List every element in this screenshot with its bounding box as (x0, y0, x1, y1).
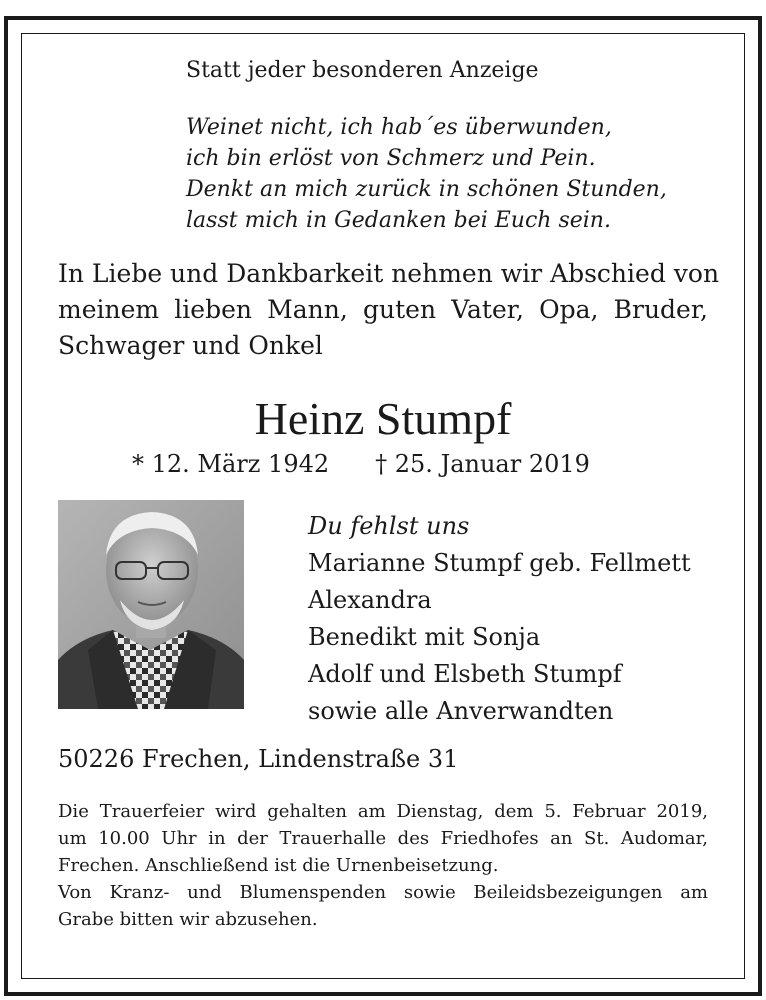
poem-line: lasst mich in Gedanken bei Euch sein. (186, 208, 611, 233)
death-date: † 25. Januar 2019 (375, 450, 590, 478)
mourner-name: Adolf und Elsbeth Stumpf (308, 660, 622, 688)
life-dates (132, 450, 590, 478)
mourners-lead: Du fehlst uns (308, 512, 470, 540)
funeral-notice (58, 798, 708, 933)
deceased-name: Heinz Stumpf (254, 393, 512, 444)
mourner-name: Benedikt mit Sonja (308, 623, 541, 651)
mourner-name: Alexandra (308, 586, 432, 614)
portrait-photo (58, 500, 244, 709)
notice-line: Frechen. Anschließend ist die Urnenbeisetzung. (58, 855, 499, 876)
farewell-line: Schwager und Onkel (58, 331, 323, 360)
poem-line: Denkt an mich zurück in schönen Stunden, (186, 177, 667, 202)
family-address: 50226 Frechen, Lindenstraße 31 (58, 745, 459, 773)
farewell-line: meinem lieben Mann, guten Vater, Opa, Bruder, (58, 295, 708, 324)
notice-line: Grabe bitten wir abzusehen. (58, 909, 318, 930)
notice-line: Von Kranz- und Blumenspenden sowie Beileidsbezeigungen am (58, 882, 708, 903)
birth-date: * 12. März 1942 (132, 450, 330, 478)
poem-line: ich bin erlöst von Schmerz und Pein. (186, 146, 596, 171)
poem (186, 112, 667, 236)
notice-line: Die Trauerfeier wird gehalten am Dienstag, dem 5. Februar 2019, (58, 801, 708, 822)
farewell-line: In Liebe und Dankbarkeit nehmen wir Abschied von (58, 259, 720, 288)
mourners-list (308, 508, 691, 730)
notice-line: um 10.00 Uhr in der Trauerhalle des Friedhofes an St. Audomar, (58, 828, 708, 849)
farewell-text (58, 256, 720, 364)
notice-heading: Statt jeder besonderen Anzeige (186, 58, 539, 83)
mourner-name: Marianne Stumpf geb. Fellmett (308, 549, 691, 577)
mourner-name: sowie alle Anverwandten (308, 697, 614, 725)
poem-line: Weinet nicht, ich hab´es überwunden, (186, 115, 612, 140)
